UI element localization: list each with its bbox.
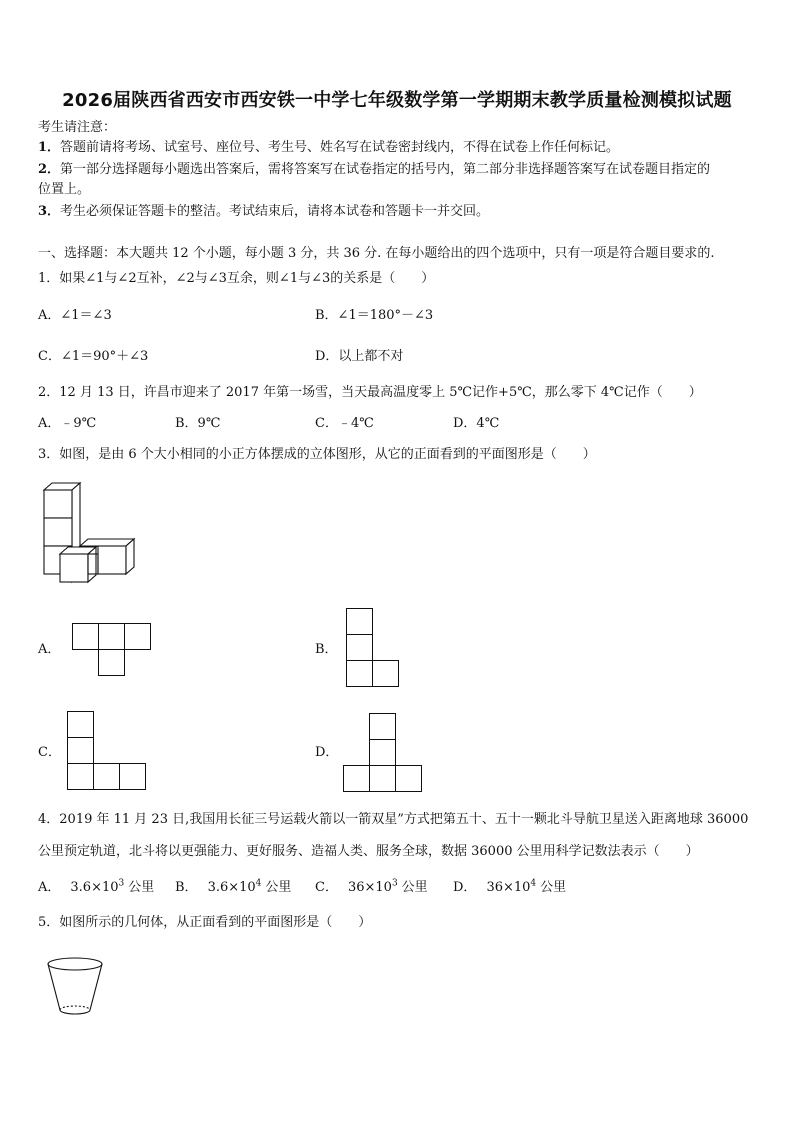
q4-option-b [175,878,291,898]
q5-frustum-figure [44,955,108,1021]
grid-square [369,713,396,740]
option-base: 36×10 [347,880,392,895]
q3-option-b-label: B． [315,642,338,657]
q3-option-a-label: A． [38,642,61,657]
option-unit: 公里 [265,880,292,895]
notice-item-3 [38,202,489,222]
option-label: D． [453,880,477,895]
q4-stem-line-2: 公里预定轨道，北斗将以更强能力、更好服务、造福人类、服务全球，数据 36000 公里用科学记数法表示（ ） [38,844,699,859]
q2-option-b: B．9℃ [175,416,221,431]
q2-option-c: C．﹣4℃ [315,416,374,431]
option-unit: 公里 [540,880,567,895]
grid-square [343,765,370,792]
q2-option-a: A．﹣9℃ [38,416,97,431]
notice-item-number: 3． [38,204,61,219]
option-label: C． [315,880,338,895]
notice-item-number: 1． [38,140,61,155]
notice-item-2-cont [38,180,90,200]
notice-heading: 考生请注意： [38,120,117,135]
q4-stem-line-1: 4．2019 年 11 月 23 日,我国用长征三号运载火箭以一箭双星”方式把第五十、五十一颗北斗导航卫星送入距离地球 36000 [38,812,749,827]
grid-square [346,634,373,661]
q3-option-d-label: D． [315,745,339,760]
notice-item-text: 位置上。 [38,182,91,197]
grid-square [67,737,94,764]
grid-square [346,660,373,687]
section-heading: 一、选择题：本大题共 12 个小题，每小题 3 分，共 36 分. 在每小题给出的四个选项中，只有一项是符合题目要求的. [38,246,715,261]
option-base: 3.6×10 [70,880,119,895]
notice-item-2 [38,160,710,180]
option-base: 3.6×10 [207,880,256,895]
grid-square [124,623,151,650]
q4-option-c [315,878,428,898]
page-title: 2026届陕西省西安市西安铁一中学七年级数学第一学期期末教学质量检测模拟试题 [62,90,732,111]
q3-option-c-label: C． [38,745,61,760]
q1-option-a: A．∠1＝∠3 [38,308,112,323]
grid-square [98,623,125,650]
q3-cube-figure [40,480,140,588]
q3-stem: 3．如图，是由 6 个大小相同的小正方体摆成的立体图形，从它的正面看到的平面图形是（ ） [38,447,596,462]
q1-option-c: C．∠1＝90°＋∠3 [38,349,149,364]
q1-stem: 1．如果∠1与∠2互补，∠2与∠3互余，则∠1与∠3的关系是（ ） [38,271,435,286]
q4-option-d [453,878,566,898]
grid-square [395,765,422,792]
option-exponent: 4 [255,878,262,889]
option-base: 36×10 [486,880,531,895]
notice-item-text: 第一部分选择题每小题选出答案后，需将答案写在试卷指定的括号内，第二部分非选择题答案写在试卷题目指定的 [60,162,711,177]
q1-option-b: B．∠1＝180°－∠3 [315,308,434,323]
notice-item-1 [38,138,619,158]
option-unit: 公里 [128,880,155,895]
option-exponent: 3 [391,878,398,889]
grid-square [346,608,373,635]
notice-item-text: 考生必须保证答题卡的整洁。考试结束后，请将本试卷和答题卡一并交回。 [60,204,490,219]
option-label: B． [175,880,198,895]
grid-square [93,763,120,790]
grid-square [369,739,396,766]
grid-square [98,649,125,676]
q4-option-a [38,878,154,898]
q5-stem: 5．如图所示的几何体，从正面看到的平面图形是（ ） [38,915,372,930]
notice-item-text: 答题前请将考场、试室号、座位号、考生号、姓名写在试卷密封线内，不得在试卷上作任何标记。 [60,140,620,155]
option-label: A． [38,880,61,895]
grid-square [119,763,146,790]
option-exponent: 4 [530,878,537,889]
notice-item-number: 2． [38,162,61,177]
q2-stem: 2．12 月 13 日，许昌市迎来了 2017 年第一场雪，当天最高温度零上 5℃记作+5℃，那么零下 4℃记作（ ） [38,385,702,400]
grid-square [369,765,396,792]
q2-option-d: D．4℃ [453,416,500,431]
option-exponent: 3 [118,878,125,889]
q1-option-d: D．以上都不对 [315,349,404,364]
grid-square [67,763,94,790]
grid-square [72,623,99,650]
grid-square [67,711,94,738]
option-unit: 公里 [401,880,428,895]
grid-square [372,660,399,687]
